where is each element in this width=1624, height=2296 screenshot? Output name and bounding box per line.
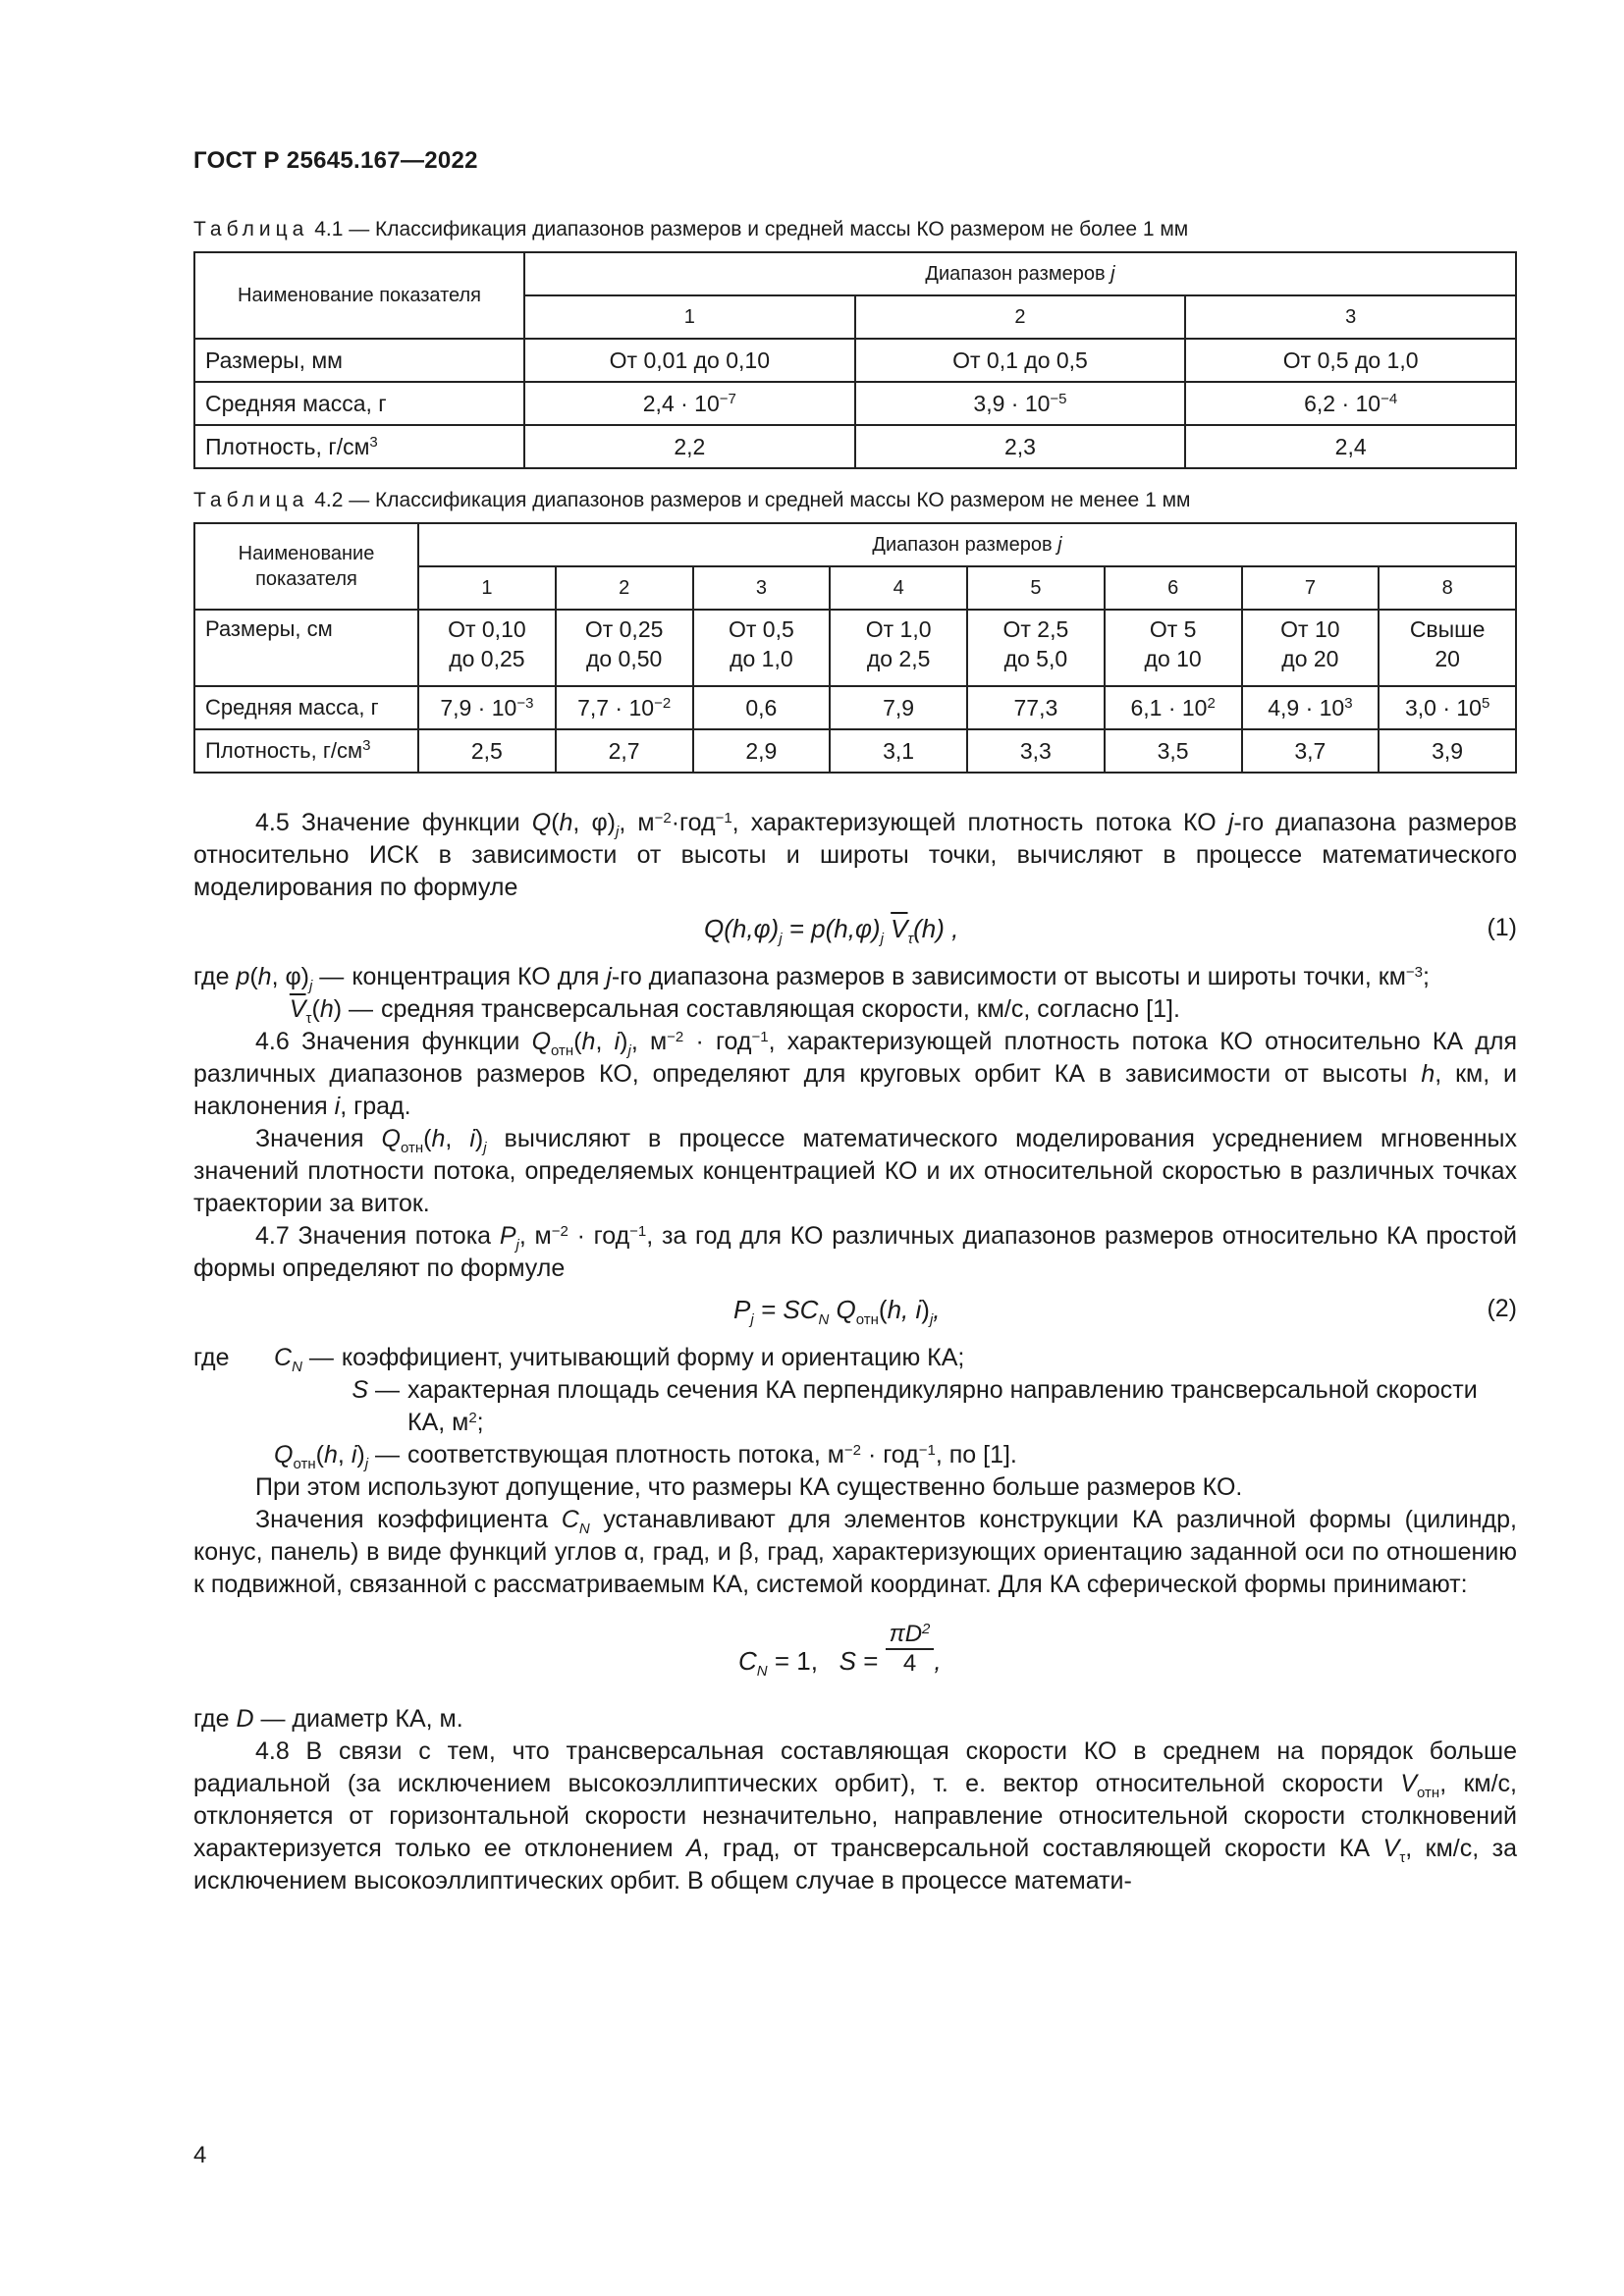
- table-cell: 0,6: [693, 686, 831, 729]
- table-cell: От 0,25 до 0,50: [556, 610, 693, 686]
- table1-col-header: 3: [1185, 295, 1516, 339]
- table-cell: 7,9: [830, 686, 967, 729]
- table-cell: 3,9: [1379, 729, 1516, 773]
- table-cell: От 0,01 до 0,10: [524, 339, 855, 382]
- table1-caption: [193, 218, 1517, 241]
- definition-symbol: S —: [352, 1376, 400, 1404]
- table2-col0-header: [194, 523, 418, 610]
- table-cell: От 5 до 10: [1105, 610, 1242, 686]
- table-cell: 2,2: [524, 425, 855, 468]
- paragraph-4-7b: При этом используют допущение, что размеры КА существенно больше размеров КО.: [255, 1473, 1243, 1501]
- table-cell: От 0,10 до 0,25: [418, 610, 556, 686]
- table-cell: Свыше 20: [1379, 610, 1516, 686]
- table-cell: 2,4: [1185, 425, 1516, 468]
- definition-text: $C_N$ — коэффициент, учитывающий форму и ориентацию КА;: [274, 1344, 965, 1375]
- table-cell: От 1,0 до 2,5: [830, 610, 967, 686]
- table-row: [194, 610, 1516, 686]
- table2-col-header: 6: [1105, 566, 1242, 610]
- row-label: Средняя масса, г: [194, 686, 418, 729]
- table-cell: От 0,5 до 1,0: [1185, 339, 1516, 382]
- definition-text: концентрация КО для j-го диапазона размеров в зависимости от высоты и широты точки, $км^{-3}$;: [352, 963, 1430, 990]
- table2: [193, 522, 1517, 774]
- formula-1-number: (1): [1487, 914, 1517, 941]
- table-cell: $2,4 \cdot 10^{-7}$: [524, 382, 855, 425]
- table-row: [194, 425, 1516, 468]
- table-cell: 2,5: [418, 729, 556, 773]
- table-cell: 3,5: [1105, 729, 1242, 773]
- table2-col-header: 5: [967, 566, 1105, 610]
- definition-row: [193, 993, 1517, 1026]
- definition-symbol: $\overline{V}_\tau(h)$ —: [289, 995, 373, 1027]
- table2-col-header: 4: [830, 566, 967, 610]
- formula-2-number: (2): [1487, 1295, 1517, 1322]
- paragraph-4-8: 4.8 В связи с тем, что трансверсальная составляющая скорости КО в среднем на порядок больше радиальной (за исключением высокоэллиптических орбит), т. е. вектор относительной скорости $V_{отн}$, км/с, отклоняется от горизонтальной скорости незначительно, направление относительной скорости столкновений характеризуется только ее отклонением A, град, от трансверсальной составляющей скорости КА $V_\tau$, км/с, за исключением высокоэллиптических орбит. В общем случае в процессе математи-: [193, 1737, 1517, 1895]
- table-cell: От 0,5 до 1,0: [693, 610, 831, 686]
- table1-caption-text: 4.1 — Классификация диапазонов размеров и средней массы КО размером не более 1 мм: [314, 218, 1189, 240]
- table1-col-header: 2: [855, 295, 1186, 339]
- formula-2-expression: $P_j = SC_N$ $Q_{отн}(h$, $i)_j$,: [733, 1295, 941, 1328]
- table1: [193, 251, 1517, 469]
- table1-col0-header: Наименование показателя: [194, 252, 524, 339]
- row-label: Плотность, $г/см^3$: [194, 425, 524, 468]
- formula-1: [193, 904, 1517, 961]
- table2-caption-prefix: Таблица: [193, 489, 309, 511]
- document-header: ГОСТ Р 25645.167—2022: [193, 147, 478, 174]
- definition-d: где D — диаметр КА, м.: [193, 1705, 463, 1733]
- paragraph-4-6: 4.6 Значения функции $Q_{отн}(h$, $i)_j$, $м^{-2} \cdot год^{-1}$, характеризующей плотность потока КО относительно КА для различных диапазонов размеров КО, определяют для круговых орбит КА в зависимости от высоты h, км, и наклонения i, град.: [193, 1028, 1517, 1120]
- table-cell: $6,1 \cdot 10^2$: [1105, 686, 1242, 729]
- table2-group-header: [418, 523, 1516, 566]
- table2-caption: [193, 489, 1517, 512]
- table-cell: 2,9: [693, 729, 831, 773]
- table-cell: 3,7: [1242, 729, 1380, 773]
- table-cell: 2,3: [855, 425, 1186, 468]
- table-cell: 3,1: [830, 729, 967, 773]
- formula-3-expression: $C_N = 1$, S = $\frac{\pi D^2}{4}$ ,: [738, 1621, 942, 1680]
- table2-col0-line1: Наименование: [238, 543, 375, 564]
- row-label: Размеры, мм: [194, 339, 524, 382]
- table1-group-header: [524, 252, 1516, 295]
- definition-text: соответствующая плотность потока, $м^{-2} \cdot год^{-1}$, по [1].: [407, 1441, 1017, 1468]
- definition-row: [193, 1342, 1517, 1374]
- table-row: [194, 729, 1516, 773]
- table-cell: $6,2 \cdot 10^{-4}$: [1185, 382, 1516, 425]
- definition-symbol: где p(h, $\varphi)_j$ —: [193, 963, 345, 994]
- definition-symbol: $Q_{отн}(h$, $i)_j$ —: [274, 1441, 400, 1472]
- table2-col-header: 7: [1242, 566, 1380, 610]
- formula-2-definitions: [193, 1342, 1517, 1471]
- formula-1-expression: $Q(h,\varphi)_j = p(h,\varphi)_j$ $\overline{V}_\tau(h)$ ,: [704, 914, 959, 947]
- row-label: Средняя масса, г: [194, 382, 524, 425]
- table2-caption-text: 4.2 — Классификация диапазонов размеров и средней массы КО размером не менее 1 мм: [314, 489, 1191, 511]
- table2-col-header: 8: [1379, 566, 1516, 610]
- table-cell: $7,7 \cdot 10^{-2}$: [556, 686, 693, 729]
- table-row: [194, 339, 1516, 382]
- paragraph-4-7: 4.7 Значения потока $P_j$, $м^{-2} \cdot год^{-1}$, за год для КО различных диапазонов размеров относительно КА простой формы определяют по формуле: [193, 1222, 1517, 1282]
- definition-row: [193, 961, 1517, 993]
- table1-group-label: Диапазон размеров j: [925, 262, 1115, 285]
- table2-group-label: Диапазон размеров j: [872, 533, 1062, 556]
- formula-3: [193, 1601, 1517, 1703]
- table-cell: $3,0 \cdot 10^5$: [1379, 686, 1516, 729]
- table-cell: От 10 до 20: [1242, 610, 1380, 686]
- definition-row: [193, 1439, 1517, 1471]
- definition-text: характерная площадь сечения КА перпендикулярно направлению трансверсальной скорости КА, $м^2$;: [407, 1376, 1478, 1436]
- table2-col0-line2: показателя: [255, 568, 357, 590]
- table-row: [194, 686, 1516, 729]
- row-label: Плотность, $г/см^3$: [194, 729, 418, 773]
- definition-where: где: [193, 1344, 230, 1371]
- table-cell: От 2,5 до 5,0: [967, 610, 1105, 686]
- paragraph-4-7c: Значения коэффициента $C_N$ устанавливают для элементов конструкции КА различной формы (цилиндр, конус, панель) в виде функций углов α, град, и β, град, характеризующих ориентацию заданной оси по отношению к подвижной, связанной с рассматриваемым КА, системой координат. Для КА сферической формы принимают:: [193, 1506, 1517, 1598]
- table-cell: 3,3: [967, 729, 1105, 773]
- table2-col-header: 3: [693, 566, 831, 610]
- definition-text: средняя трансверсальная составляющая скорости, км/с, согласно [1].: [381, 995, 1180, 1023]
- table-cell: От 0,1 до 0,5: [855, 339, 1186, 382]
- table1-caption-prefix: Таблица: [193, 218, 309, 240]
- formula-2: [193, 1285, 1517, 1342]
- table-cell: 2,7: [556, 729, 693, 773]
- paragraph-4-6b: Значения $Q_{отн}(h$, $i)_j$ вычисляют в процессе математического моделирования усреднением мгновенных значений плотности потока, определяемых концентрацией КО и их относительной скоростью в различных точках траектории за виток.: [193, 1125, 1517, 1217]
- table-cell: $7,9 \cdot 10^{-3}$: [418, 686, 556, 729]
- table2-col-header: 2: [556, 566, 693, 610]
- formula-1-definitions: [193, 961, 1517, 1026]
- page-number: 4: [193, 2142, 207, 2168]
- table-cell: 77,3: [967, 686, 1105, 729]
- page-content: [193, 147, 1517, 1897]
- row-label: Размеры, см: [194, 610, 418, 686]
- paragraph-4-5: 4.5 Значение функции Q(h, $\varphi)_j$, $м^{-2}\cdot год^{-1}$, характеризующей плотность потока КО j-го диапазона размеров относительно ИСК в зависимости от высоты и широты точки, вычисляют в процессе математического моделирования по формуле: [193, 809, 1517, 901]
- table-cell: $4,9 \cdot 10^3$: [1242, 686, 1380, 729]
- table1-col-header: 1: [524, 295, 855, 339]
- table2-col-header: 1: [418, 566, 556, 610]
- definition-row: [193, 1374, 1517, 1439]
- table-row: [194, 382, 1516, 425]
- table-cell: $3,9 \cdot 10^{-5}$: [855, 382, 1186, 425]
